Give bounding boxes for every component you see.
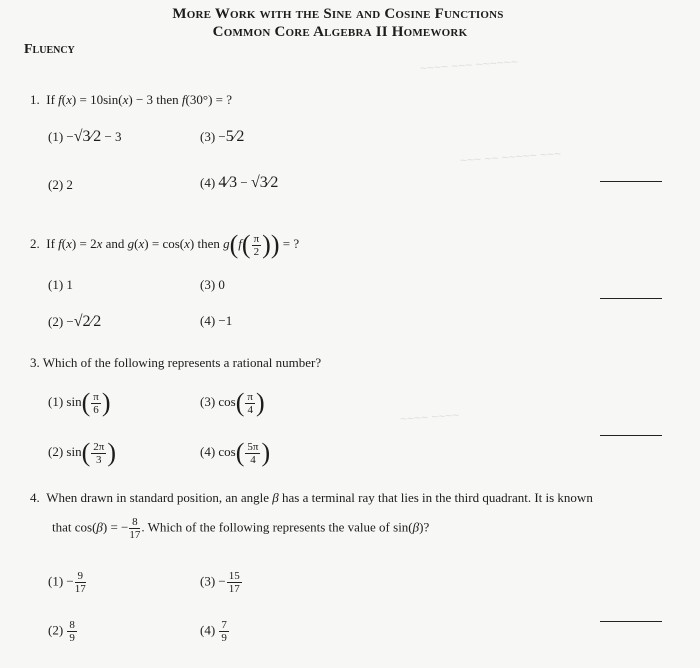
answer-line[interactable] — [600, 181, 662, 182]
option-2[interactable]: (2) sin( $\frac{2\pi}{3}$ ) — [48, 438, 116, 467]
answer-line[interactable] — [600, 435, 662, 436]
option-2[interactable]: (2) −√2⁄2 — [48, 313, 102, 330]
option-4[interactable]: (4) $\frac{7}{9}$ — [200, 619, 227, 644]
option-2[interactable]: (2) $\frac{8}{9}$ — [48, 619, 75, 644]
question-2 — [30, 230, 299, 260]
option-1[interactable]: (1) 1 — [48, 277, 73, 292]
answer-line[interactable] — [600, 621, 662, 622]
question-text: Which of the following represents a rational number? — [42, 355, 322, 370]
question-number: 4. — [30, 490, 40, 505]
question-4 — [30, 490, 593, 506]
option-3[interactable]: (3) − $\frac{15}{17}$ — [200, 570, 240, 595]
question-text-line1: When drawn in standard position, an angle β has a terminal ray that lies in the third quadrant. It is known — [43, 490, 593, 505]
option-4[interactable]: (4) −1 — [200, 313, 233, 328]
option-3[interactable]: (3) cos( $\frac{\pi}{4}$ ) — [200, 388, 265, 417]
option-3[interactable]: (3) 0 — [200, 277, 225, 292]
question-3 — [30, 355, 321, 371]
page-title: More Work with the Sine and Cosine Functions — [172, 6, 504, 22]
question-text: If f(x) = 10sin(x) − 3 then f(30°) = ? — [43, 92, 233, 107]
question-text: If f(x) = 2x and g(x) = cos(x) then g(f( $\frac{\pi}{2}$ )) = ? — [43, 230, 300, 259]
question-number: 3. — [30, 355, 40, 370]
bleed-through-mark: ~~~ ~~ ~~~~~ ~~~ — [459, 146, 562, 168]
question-number: 2. — [30, 235, 40, 251]
answer-line[interactable] — [600, 298, 662, 299]
question-1 — [30, 92, 232, 108]
question-4-line2: that cos(β) = − $\frac{8}{17}$ . Which of the following represents the value of sin(β)? — [52, 516, 430, 541]
question-number: 1. — [30, 92, 40, 107]
option-2[interactable]: (2) 2 — [48, 177, 73, 192]
option-4[interactable]: (4) 4⁄3 − √3⁄2 — [200, 174, 279, 191]
option-1[interactable]: (1) − $\frac{9}{17}$ — [48, 570, 86, 595]
option-1[interactable]: (1) sin( $\frac{\pi}{6}$ ) — [48, 388, 111, 417]
page-subtitle: Common Core Algebra II Homework — [212, 24, 468, 40]
section-heading: Fluency — [24, 42, 75, 57]
bleed-through-mark: ~~~~ ~~~ ~~~~~~ — [419, 54, 519, 76]
option-3[interactable]: (3) −5⁄2 — [200, 128, 245, 145]
option-1[interactable]: (1) −√3⁄2 − 3 — [48, 128, 122, 145]
option-4[interactable]: (4) cos( $\frac{5\pi}{4}$ ) — [200, 438, 271, 467]
bleed-through-mark: ~~~~ ~~~~ — [399, 407, 460, 427]
